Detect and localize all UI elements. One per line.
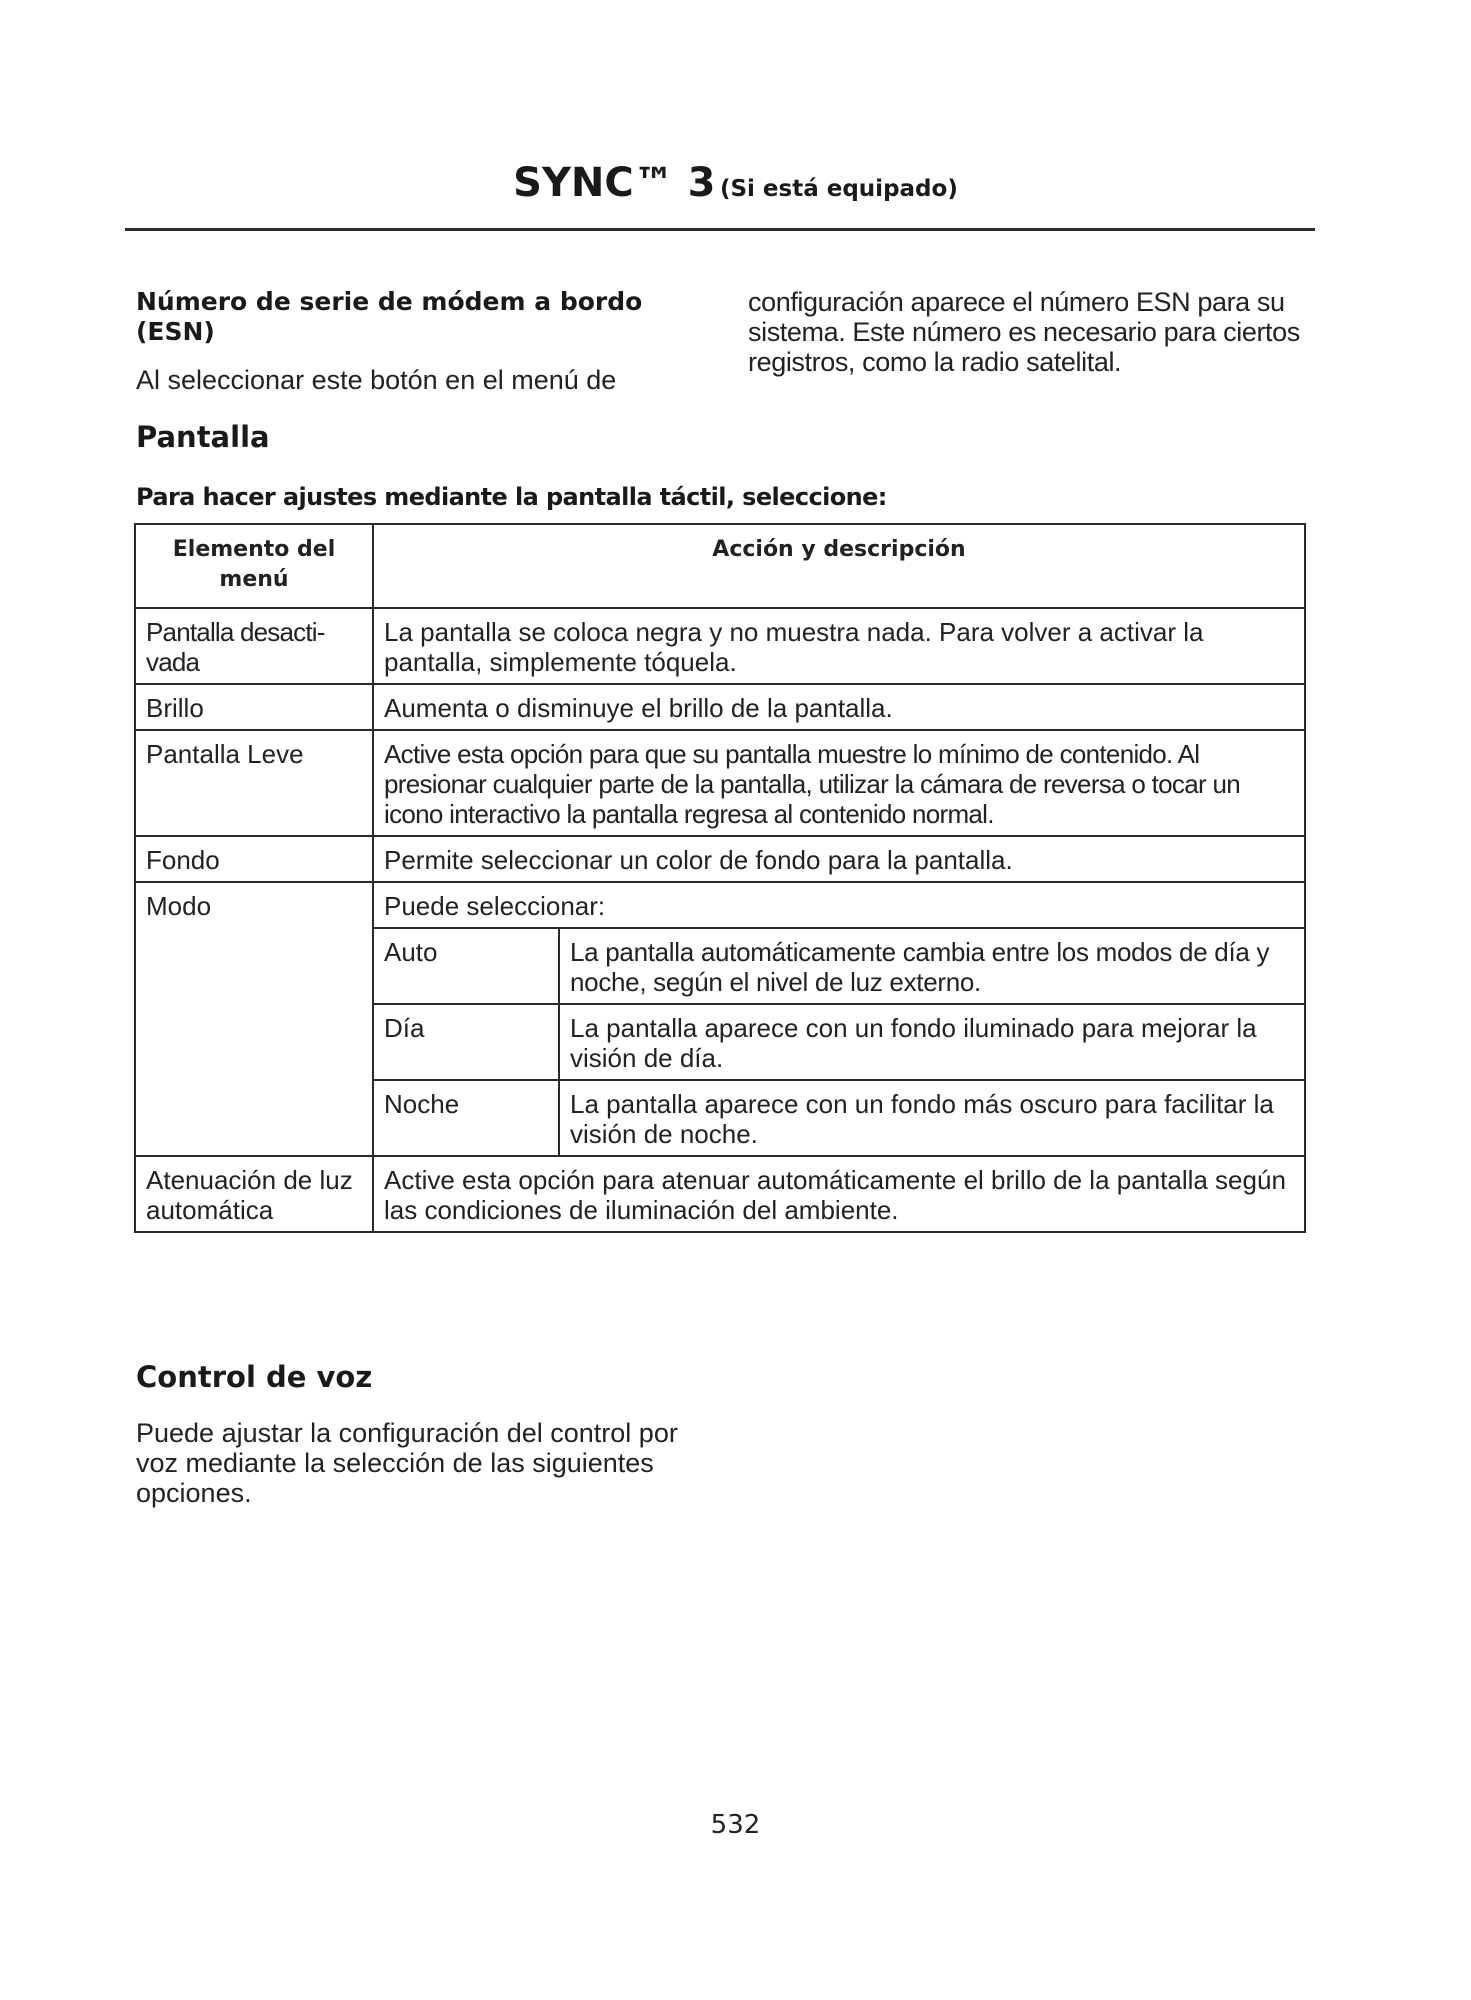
row-description: Active esta opción para que su pantalla muestre lo mínimo de contenido. Al presionar cualquier parte de la pantalla, utilizar la cámara de reversa o tocar un icono interactivo la pantalla regresa al contenido normal. (373, 730, 1305, 836)
mode-option-name: Auto (373, 928, 559, 1004)
column-header-action: Acción y descripción (373, 524, 1305, 608)
table-caption: Para hacer ajustes mediante la pantalla táctil, seleccione: (136, 483, 887, 511)
display-settings-table (134, 523, 1306, 1233)
esn-body-right: configuración aparece el número ESN para su sistema. Este número es necesario para ciertos registros, como la radio satelital. (748, 287, 1300, 377)
page-number: 532 (710, 1810, 761, 1840)
row-description: Active esta opción para atenuar automáticamente el brillo de la pantalla según las condiciones de iluminación del ambiente. (373, 1156, 1305, 1232)
row-item: Brillo (135, 684, 373, 730)
table-row (135, 684, 1305, 730)
table-row (135, 882, 1305, 928)
mode-option-name: Noche (373, 1080, 559, 1156)
mode-option-name: Día (373, 1004, 559, 1080)
table-row (135, 1156, 1305, 1232)
esn-heading: Número de serie de módem a bordo (ESN) (136, 287, 643, 346)
equipped-note: (Si está equipado) (719, 176, 958, 202)
table-row (135, 836, 1305, 882)
row-description: Aumenta o disminuye el brillo de la pantalla. (373, 684, 1305, 730)
mode-option-description: La pantalla aparece con un fondo iluminado para mejorar la visión de día. (559, 1004, 1305, 1080)
voice-control-heading: Control de voz (136, 1360, 373, 1394)
row-description: Permite seleccionar un color de fondo para la pantalla. (373, 836, 1305, 882)
row-description: Puede seleccionar: (373, 882, 1305, 928)
table-header-row (135, 524, 1305, 608)
pantalla-heading: Pantalla (136, 420, 270, 454)
esn-body-left: Al seleccionar este botón en el menú de (136, 365, 617, 395)
page-header-title (0, 160, 1471, 206)
mode-option-description: La pantalla aparece con un fondo más oscuro para facilitar la visión de noche. (559, 1080, 1305, 1156)
row-item: Modo (135, 882, 373, 1156)
row-description: La pantalla se coloca negra y no muestra nada. Para volver a activar la pantalla, simplemente tóquela. (373, 608, 1305, 684)
row-item: Fondo (135, 836, 373, 882)
mode-option-description: La pantalla automáticamente cambia entre los modos de día y noche, según el nivel de luz externo. (559, 928, 1305, 1004)
header-rule (125, 228, 1315, 231)
row-item: Pantalla desacti-vada (135, 608, 373, 684)
table-row (135, 608, 1305, 684)
voice-control-body: Puede ajustar la configuración del control por voz mediante la selección de las siguientes opciones. (136, 1418, 678, 1508)
column-header-item: Elemento del menú (135, 524, 373, 608)
table-row (135, 730, 1305, 836)
row-item: Atenuación de luz automática (135, 1156, 373, 1232)
sync-title: SYNC™ 3 (513, 160, 716, 206)
row-item: Pantalla Leve (135, 730, 373, 836)
